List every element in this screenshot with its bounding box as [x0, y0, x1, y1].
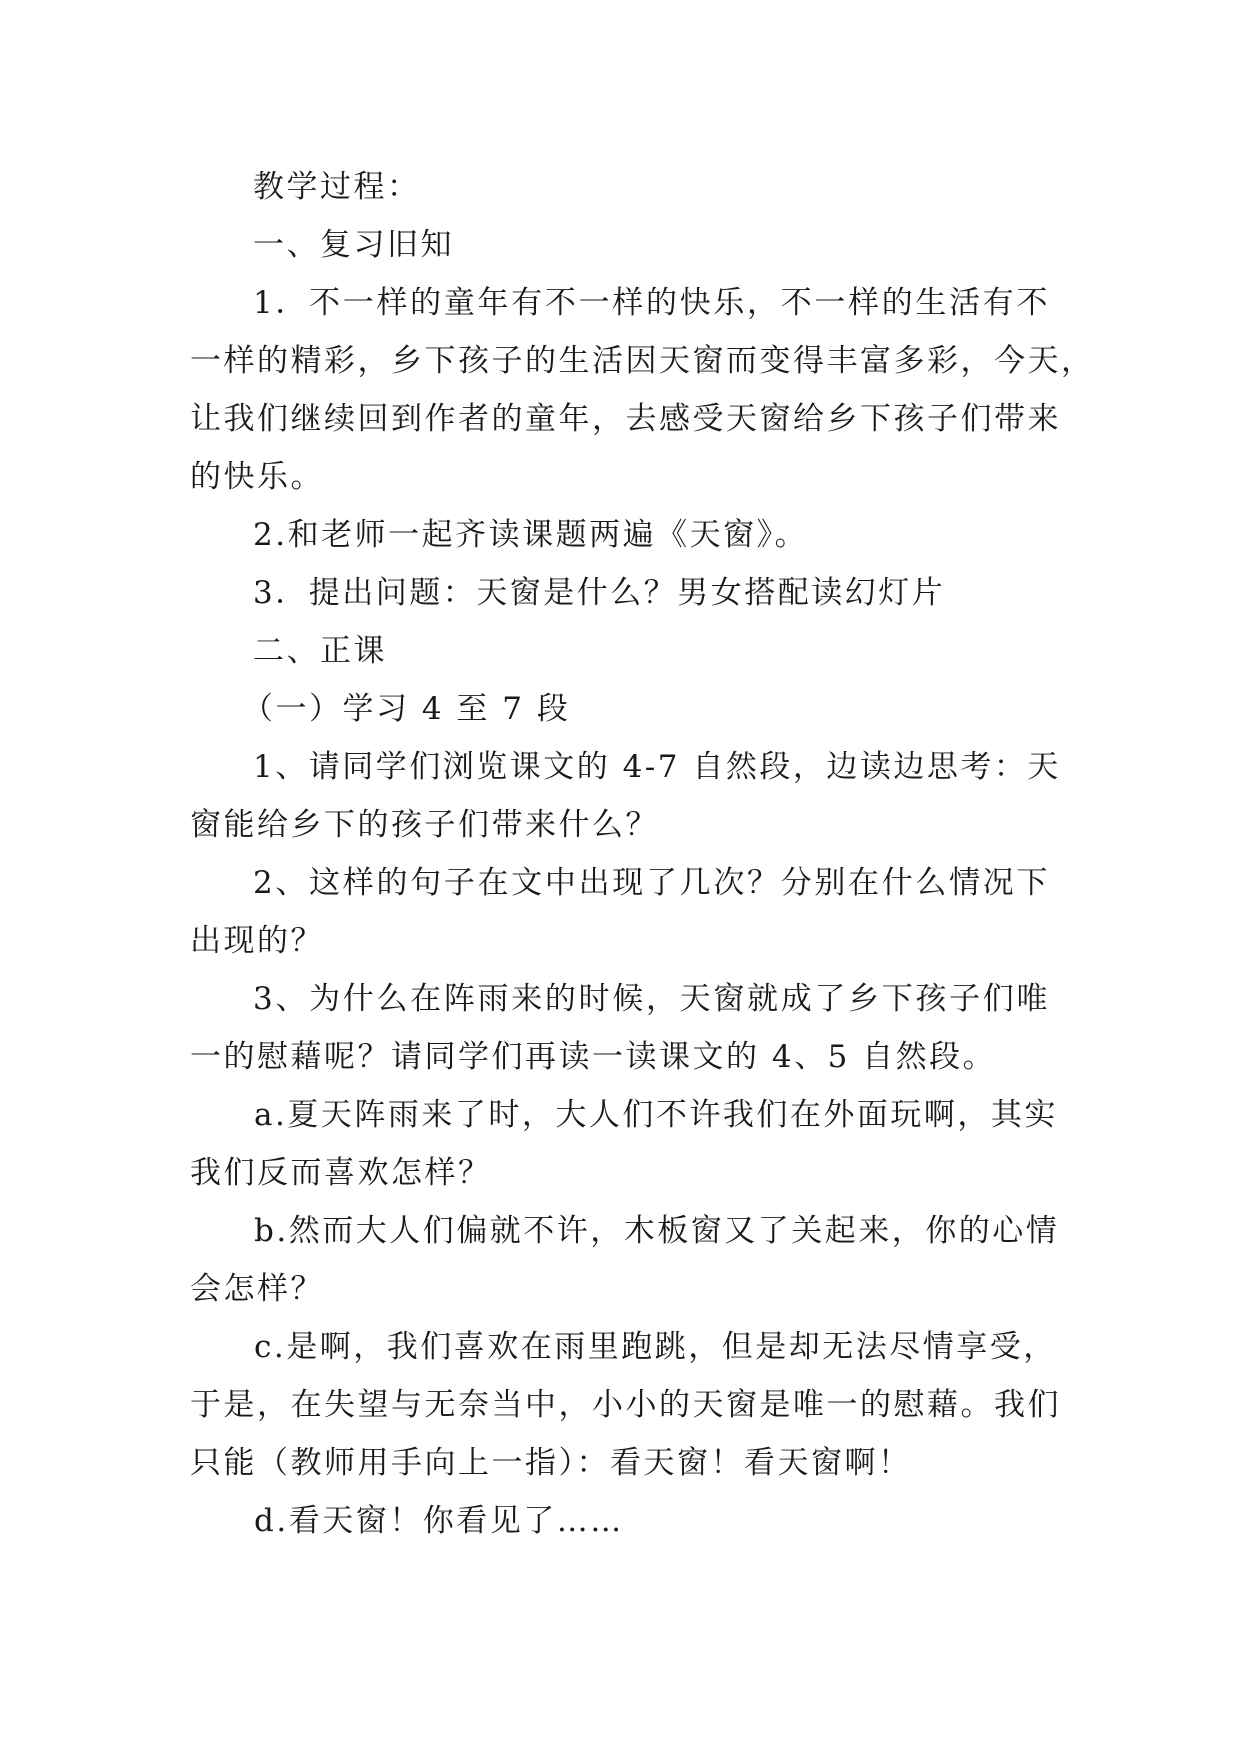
section-heading-main-lesson: 二、正课	[253, 633, 387, 669]
sub-question-d: d.看天窗！你看见了……	[254, 1503, 624, 1539]
text-line: c.是啊，我们喜欢在雨里跑跳，但是却无法尽情享受，	[254, 1329, 1057, 1365]
sub-question-c	[190, 1318, 1061, 1492]
question-1	[190, 738, 1061, 854]
paragraph-review-2: 2.和老师一起齐读课题两遍《天窗》。	[253, 517, 809, 553]
text-line: b.然而大人们偏就不许，木板窗又了关起来，你的心情	[254, 1213, 1060, 1249]
paragraph-review-1	[190, 274, 1095, 506]
paragraph-review-3: 3．提出问题：天窗是什么？男女搭配读幻灯片	[253, 575, 946, 611]
text-line: 于是，在失望与无奈当中，小小的天窗是唯一的慰藉。我们	[190, 1387, 1061, 1423]
text-line: 出现的？	[190, 923, 324, 959]
section-heading-teaching-process: 教学过程：	[253, 169, 421, 205]
question-3	[190, 970, 1050, 1086]
text-line: 1、请同学们浏览课文的 4-7 自然段，边读边思考：天	[253, 749, 1061, 785]
subsection-heading-study-4-7: （一）学习 4 至 7 段	[242, 691, 571, 727]
text-line: 的快乐。	[190, 459, 324, 495]
question-2	[190, 854, 1050, 970]
text-line: 让我们继续回到作者的童年，去感受天窗给乡下孩子们带来	[190, 401, 1061, 437]
text-line: 一的慰藉呢？请同学们再读一读课文的 4、5 自然段。	[190, 1039, 997, 1075]
sub-question-a	[190, 1086, 1058, 1202]
text-line: 1．不一样的童年有不一样的快乐，不一样的生活有不	[253, 285, 1050, 321]
text-line: 2、这样的句子在文中出现了几次？分别在什么情况下	[253, 865, 1050, 901]
document-page	[190, 158, 1095, 1550]
text-line: 3、为什么在阵雨来的时候，天窗就成了乡下孩子们唯	[253, 981, 1050, 1017]
text-line: 我们反而喜欢怎样？	[190, 1155, 492, 1191]
section-heading-review: 一、复习旧知	[253, 227, 454, 263]
sub-question-b	[190, 1202, 1060, 1318]
text-line: 会怎样？	[190, 1271, 324, 1307]
text-line: a.夏天阵雨来了时，大人们不许我们在外面玩啊，其实	[254, 1097, 1058, 1133]
text-line: 窗能给乡下的孩子们带来什么？	[190, 807, 659, 843]
text-line: 一样的精彩，乡下孩子的生活因天窗而变得丰富多彩，今天，	[190, 343, 1095, 379]
text-line: 只能（教师用手向上一指）：看天窗！看天窗啊！	[190, 1445, 912, 1481]
